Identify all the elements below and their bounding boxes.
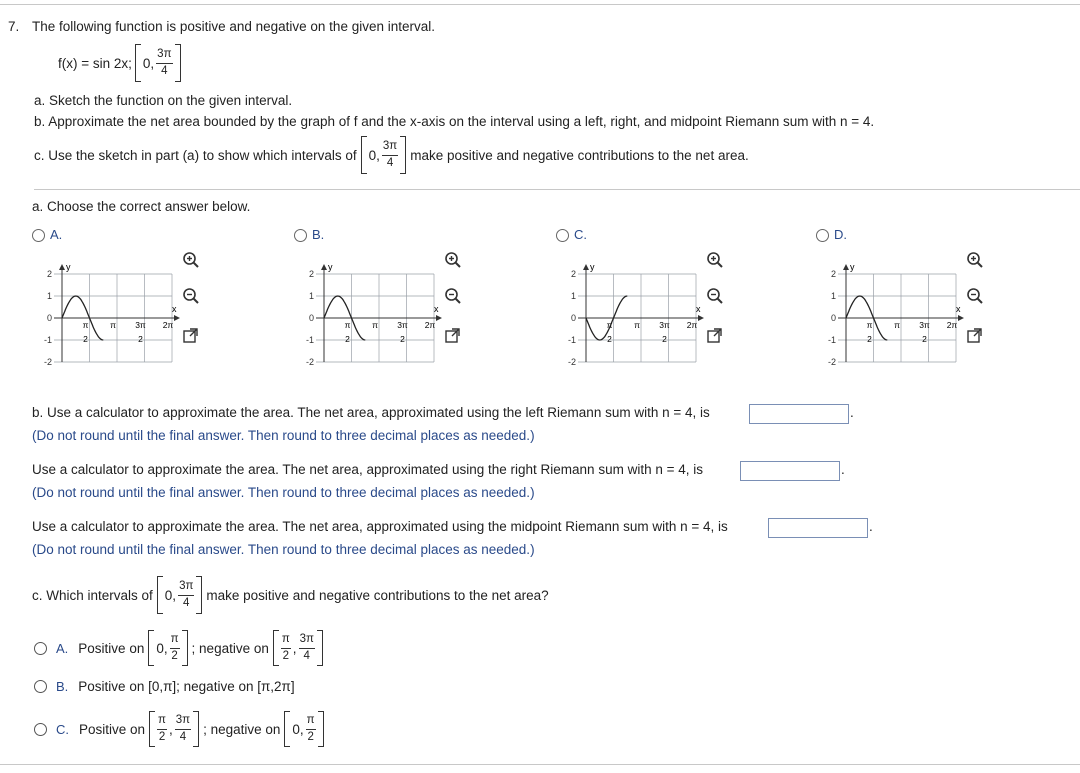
- interval-c2: [157, 576, 203, 614]
- part-c-pre: c. Use the sketch in part (a) to show which intervals of: [34, 147, 357, 163]
- part-a-prompt: a. Choose the correct answer below.: [32, 199, 251, 214]
- axis-arrows: [59, 264, 180, 321]
- axis-arrows: [843, 264, 964, 321]
- left-sum-input[interactable]: [749, 404, 849, 424]
- negative-on-label: ; negative on: [203, 721, 281, 737]
- fraction: $\frac{3\pi}{4}$: [175, 714, 191, 743]
- option-label: B.: [56, 679, 69, 694]
- zoom-in-icon[interactable]: [444, 251, 462, 269]
- option-label: C.: [56, 721, 69, 737]
- right-sum-hint: (Do not round until the final answer. Then round to three decimal places as needed.): [32, 485, 535, 500]
- x-axis-label: x: [172, 304, 177, 314]
- graph-option-c[interactable]: [556, 227, 701, 367]
- interval-end-fraction: $\frac{3\pi}{4}$: [382, 140, 398, 169]
- x-tick-denominator: 2: [867, 334, 872, 344]
- y-tick-label: 1: [830, 291, 836, 301]
- popout-icon[interactable]: [182, 327, 200, 345]
- x-tick-label: 3π: [135, 320, 146, 330]
- x-tick-denominator: 2: [138, 334, 143, 344]
- part-c-prompt-post: make positive and negative contributions to the net area?: [206, 587, 549, 603]
- radio-c-c[interactable]: [34, 723, 47, 736]
- x-tick-label: 2π: [946, 320, 958, 330]
- x-tick-denominator: 2: [662, 334, 667, 344]
- axis-arrows: [321, 264, 442, 321]
- bracket-left: [273, 630, 279, 666]
- y-axis-label: y: [850, 262, 855, 272]
- interval-start: 0,: [164, 587, 177, 603]
- x-tick-label: 3π: [659, 320, 670, 330]
- y-tick-label: 0: [830, 313, 836, 323]
- x-tick-label: 3π: [919, 320, 930, 330]
- problem-statement: The following function is positive and negative on the given interval.: [32, 19, 435, 34]
- y-tick-label: -2: [827, 357, 836, 367]
- interval-start: 0,: [156, 640, 168, 656]
- interval-start: 0,: [368, 147, 380, 163]
- radio-a-c[interactable]: [556, 229, 569, 242]
- x-tick-label: π: [634, 320, 640, 330]
- y-tick-label: 2: [46, 269, 52, 279]
- zoom-out-icon[interactable]: [966, 287, 984, 305]
- zoom-in-icon[interactable]: [706, 251, 724, 269]
- popout-icon[interactable]: [966, 327, 984, 345]
- x-tick-label: π: [344, 320, 351, 330]
- fraction: $\frac{\pi}{2}$: [170, 633, 179, 662]
- bracket-right: [193, 711, 199, 747]
- interval-start: 0,: [292, 721, 304, 737]
- x-tick-label: π: [606, 320, 613, 330]
- x-tick-denominator: 2: [83, 334, 88, 344]
- option-label: B.: [312, 227, 325, 242]
- y-tick-label: 2: [570, 269, 576, 279]
- part-c-post: make positive and negative contributions to the net area.: [410, 147, 749, 163]
- x-tick-denominator: 2: [922, 334, 927, 344]
- part-c-line: [34, 136, 749, 174]
- period: .: [841, 462, 845, 477]
- x-tick-denominator: 2: [400, 334, 405, 344]
- midpoint-sum-prompt: Use a calculator to approximate the area. The net area, approximated using the midpoint Riemann sum with n = 4, is: [32, 519, 728, 534]
- option-b-text: Positive on [0,π]; negative on [π,2π]: [78, 679, 295, 694]
- popout-icon[interactable]: [706, 327, 724, 345]
- zoom-out-icon[interactable]: [444, 287, 462, 305]
- y-tick-label: -2: [305, 357, 314, 367]
- interval-start: 0,: [142, 55, 155, 71]
- section-divider: [34, 189, 1080, 190]
- part-c-prompt-pre: c. Which intervals of: [32, 587, 153, 603]
- y-tick-label: -1: [567, 335, 576, 345]
- zoom-out-icon[interactable]: [182, 287, 200, 305]
- fraction: $\frac{\pi}{2}$: [158, 714, 166, 743]
- interval-positive: [148, 630, 187, 666]
- radio-a-a[interactable]: [32, 229, 45, 242]
- bracket-left: [149, 711, 155, 747]
- part-b-text: b. Approximate the net area bounded by the graph of f and the x-axis on the interval using a left, right, and midpoint Riemann sum with n = 4.: [34, 114, 875, 129]
- period: .: [850, 405, 854, 420]
- part-c-prompt: [32, 576, 549, 614]
- x-tick-label: π: [372, 320, 378, 330]
- part-c-option-a[interactable]: [34, 630, 323, 666]
- fraction: $\frac{\pi}{2}$: [281, 633, 290, 662]
- bracket-right: [318, 711, 324, 747]
- x-tick-label: π: [894, 320, 900, 330]
- x-tick-label: 2π: [686, 320, 698, 330]
- top-rule: [0, 4, 1080, 5]
- positive-on-label: Positive on: [79, 721, 146, 737]
- right-sum-input[interactable]: [740, 461, 840, 481]
- problem-number: 7.: [8, 19, 20, 34]
- bracket-left: [157, 576, 163, 614]
- y-tick-label: -1: [827, 335, 836, 345]
- radio-a-b[interactable]: [294, 229, 307, 242]
- y-tick-label: -1: [43, 335, 52, 345]
- bracket-left: [361, 136, 367, 174]
- x-tick-denominator: 2: [607, 334, 612, 344]
- x-tick-label: 3π: [397, 320, 408, 330]
- interval-positive: [149, 711, 199, 747]
- y-tick-label: 0: [570, 313, 576, 323]
- bracket-left: [135, 44, 141, 82]
- part-c-option-b[interactable]: [34, 679, 295, 694]
- function-definition: [58, 44, 181, 82]
- y-tick-label: -1: [305, 335, 314, 345]
- bottom-rule: [0, 764, 1080, 765]
- x-tick-label: 2π: [424, 320, 436, 330]
- popout-icon[interactable]: [444, 327, 462, 345]
- graph-option-d[interactable]: [816, 227, 961, 367]
- axis-arrows: [583, 264, 704, 321]
- left-sum-prompt: b. Use a calculator to approximate the area. The net area, approximated using the left Riemann sum with n = 4, is: [32, 405, 710, 420]
- option-label: C.: [574, 227, 587, 242]
- zoom-in-icon[interactable]: [182, 251, 200, 269]
- y-axis-label: y: [590, 262, 595, 272]
- y-tick-label: 2: [308, 269, 314, 279]
- positive-on-label: Positive on: [78, 640, 145, 656]
- midpoint-sum-hint: (Do not round until the final answer. Then round to three decimal places as needed.): [32, 542, 535, 557]
- period: .: [869, 519, 873, 534]
- interval-negative: [273, 630, 323, 666]
- bracket-right: [175, 44, 181, 82]
- part-c-option-c[interactable]: [34, 711, 324, 747]
- y-tick-label: 1: [570, 291, 576, 301]
- y-tick-label: 1: [46, 291, 52, 301]
- midpoint-sum-input[interactable]: [768, 518, 868, 538]
- comma: ,: [292, 640, 297, 656]
- bracket-right: [182, 630, 188, 666]
- function-text: f(x) = sin 2x;: [58, 55, 132, 71]
- y-axis-label: y: [66, 262, 71, 272]
- option-label: D.: [834, 227, 847, 242]
- fraction: $\frac{3\pi}{4}$: [299, 633, 314, 662]
- x-axis-label: x: [434, 304, 439, 314]
- fraction: $\frac{\pi}{2}$: [306, 714, 315, 743]
- x-axis-label: x: [956, 304, 961, 314]
- x-tick-denominator: 2: [345, 334, 350, 344]
- bracket-right: [400, 136, 406, 174]
- y-tick-label: 2: [830, 269, 836, 279]
- bracket-left: [148, 630, 154, 666]
- interval-end-fraction: $\frac{3\pi}{4}$: [157, 48, 172, 77]
- x-axis-label: x: [696, 304, 701, 314]
- x-tick-label: π: [110, 320, 116, 330]
- x-tick-label: π: [82, 320, 89, 330]
- x-tick-label: 2π: [162, 320, 174, 330]
- left-sum-hint: (Do not round until the final answer. Then round to three decimal places as needed.): [32, 428, 535, 443]
- comma: ,: [168, 721, 173, 737]
- y-tick-label: 0: [308, 313, 314, 323]
- right-sum-prompt: Use a calculator to approximate the area. The net area, approximated using the right Riemann sum with n = 4, is: [32, 462, 703, 477]
- zoom-in-icon[interactable]: [966, 251, 984, 269]
- part-a-text: a. Sketch the function on the given interval.: [34, 93, 293, 108]
- interval-negative: [284, 711, 323, 747]
- bracket-right: [317, 630, 323, 666]
- interval-c: [361, 136, 407, 174]
- y-tick-label: -2: [567, 357, 576, 367]
- y-tick-label: 0: [46, 313, 52, 323]
- zoom-out-icon[interactable]: [706, 287, 724, 305]
- y-tick-label: -2: [43, 357, 52, 367]
- bracket-left: [284, 711, 290, 747]
- radio-c-a[interactable]: [34, 642, 47, 655]
- y-axis-label: y: [328, 262, 333, 272]
- option-label: A.: [56, 640, 69, 656]
- radio-a-d[interactable]: [816, 229, 829, 242]
- graph-option-b[interactable]: [294, 227, 439, 367]
- interval-end-fraction: $\frac{3\pi}{4}$: [179, 580, 194, 609]
- y-tick-label: 1: [308, 291, 314, 301]
- option-label: A.: [50, 227, 63, 242]
- negative-on-label: ; negative on: [191, 640, 269, 656]
- x-tick-label: π: [866, 320, 873, 330]
- graph-option-a[interactable]: [32, 227, 177, 367]
- radio-c-b[interactable]: [34, 680, 47, 693]
- interval: [135, 44, 181, 82]
- bracket-right: [196, 576, 202, 614]
